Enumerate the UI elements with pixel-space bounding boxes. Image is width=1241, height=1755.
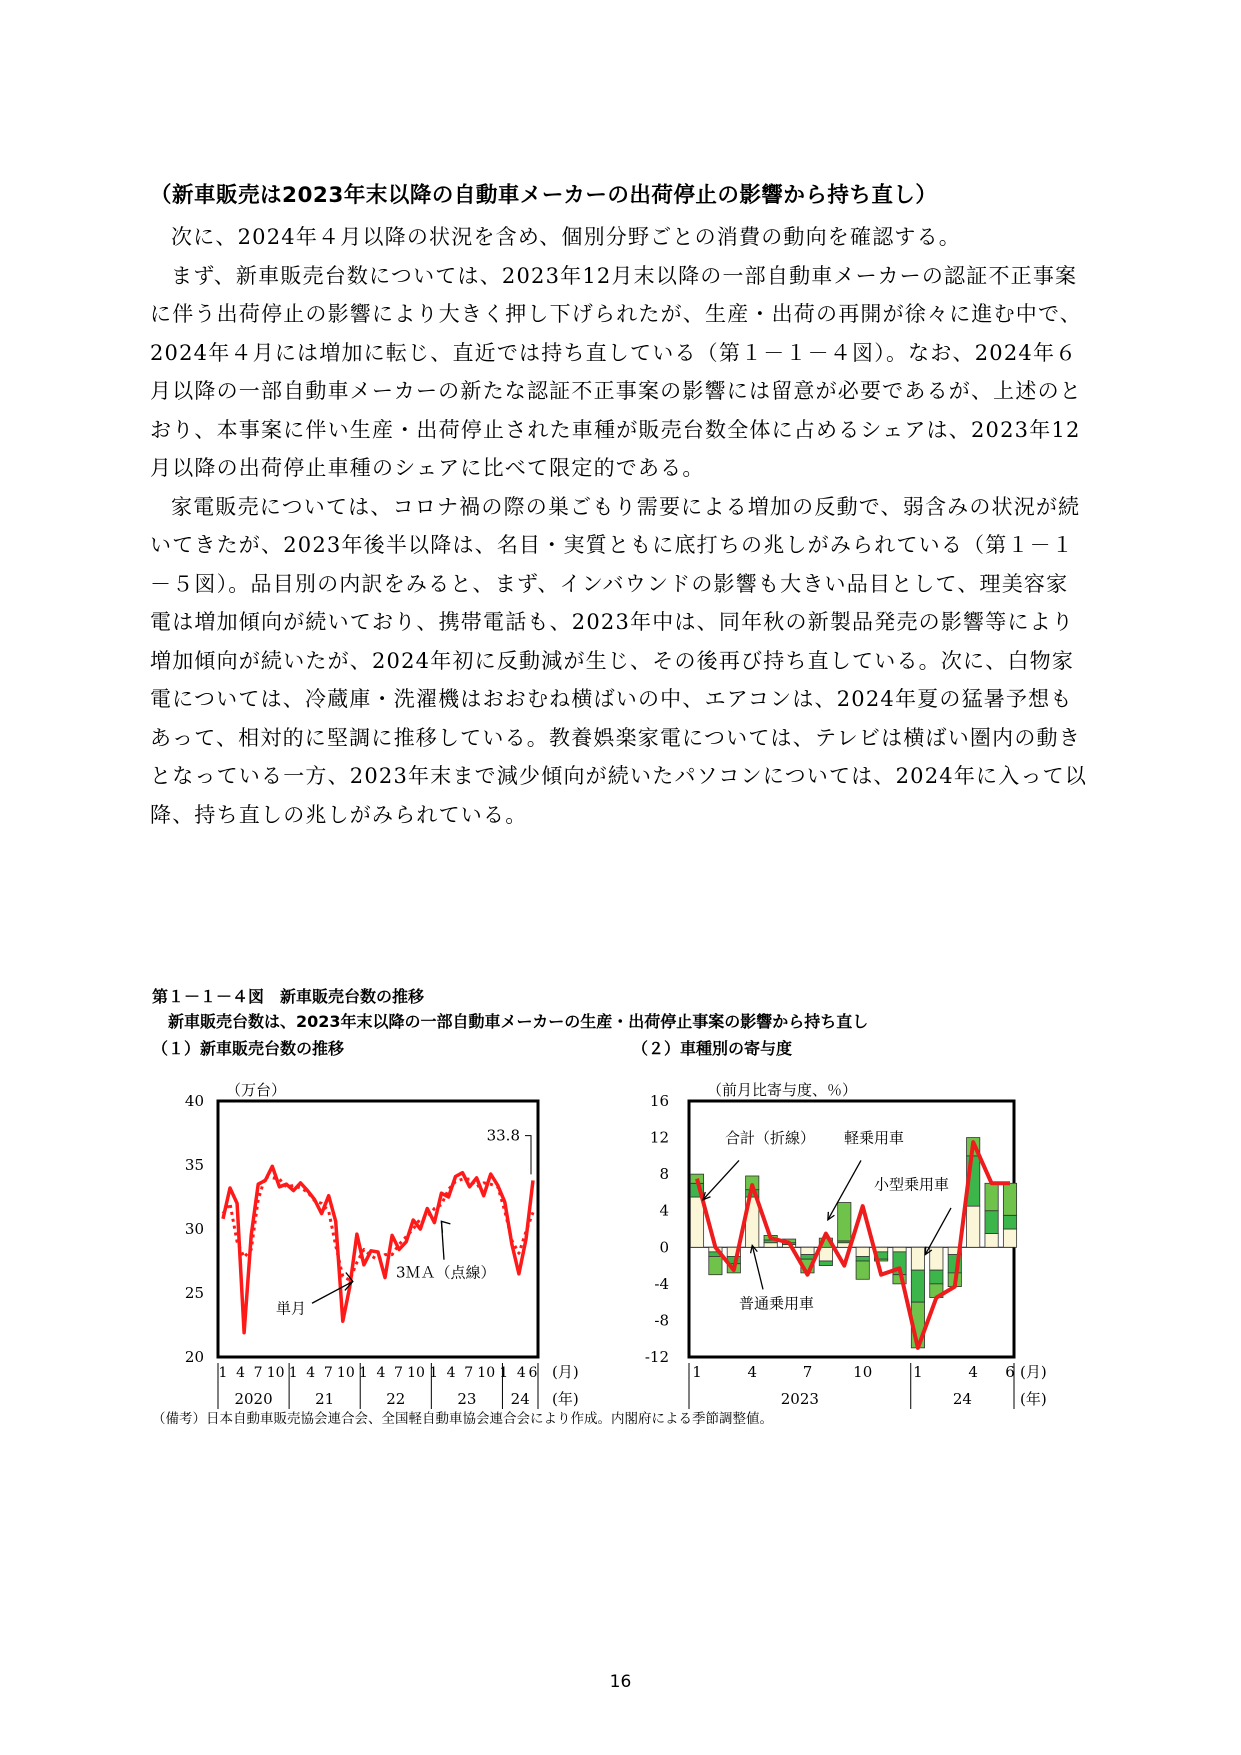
bar-segment [856, 1247, 869, 1256]
bar-segment [967, 1206, 980, 1247]
x-tick-label: 4 [306, 1365, 316, 1381]
x-tick-label: 1 [218, 1365, 228, 1381]
x-tick-label: 7 [253, 1365, 263, 1381]
annotation-monthly: 単月 [276, 1299, 307, 1318]
bar-segment [709, 1256, 722, 1274]
x-year-label: 2020 [234, 1390, 273, 1408]
y-tick-label: 4 [659, 1201, 669, 1220]
label-small: 小型乗用車 [874, 1175, 950, 1194]
series-line-monthly [223, 1166, 533, 1332]
x-year-unit: (年) [1020, 1390, 1047, 1408]
x-year-label: 22 [386, 1390, 406, 1408]
figure-note: （備考）日本自動車販売協会連合会、全国軽自動車協会連合会により作成。内閣府による季節調整値。 [152, 1411, 773, 1427]
x-month-unit: (月) [1020, 1363, 1047, 1381]
bar-segment [1003, 1215, 1016, 1229]
annotation-3ma: 3ＭＡ（点線） [396, 1263, 496, 1282]
x-tick-label: 10 [407, 1365, 425, 1381]
x-tick-label: 4 [446, 1365, 456, 1381]
y-tick-label: 16 [649, 1092, 669, 1110]
x-tick-label: 4 [376, 1365, 386, 1381]
x-tick-label: 10 [477, 1365, 496, 1381]
x-tick-label: 10 [266, 1365, 285, 1381]
x-tick-label: 1 [288, 1365, 298, 1381]
y-tick-label: 20 [184, 1348, 204, 1366]
bar-segment [985, 1183, 998, 1210]
bar-segment [856, 1261, 869, 1279]
y-tick-label: 40 [184, 1092, 204, 1110]
unit-label: （前月比寄与度、％） [707, 1081, 858, 1099]
bar-segment [911, 1270, 924, 1302]
bar-segment [911, 1247, 924, 1270]
label-kei: 軽乗用車 [844, 1129, 905, 1148]
y-tick-label: 30 [184, 1220, 204, 1238]
bar-segment [1003, 1229, 1016, 1247]
x-tick-label: 6 [1005, 1363, 1015, 1381]
x-tick-label: 4 [968, 1363, 978, 1381]
y-tick-label: 25 [184, 1284, 204, 1302]
x-month-unit: (月) [552, 1363, 579, 1381]
page-number: 16 [609, 1672, 632, 1692]
bar-segment [690, 1197, 703, 1247]
y-tick-label: -8 [654, 1311, 669, 1330]
x-tick-label: 7 [323, 1365, 333, 1381]
figure-title: 第１－１－４図 新車販売台数の推移 [152, 987, 425, 1006]
last-value-label: 33.8 [486, 1126, 520, 1145]
x-tick-label: 1 [429, 1365, 439, 1381]
bar-segment [930, 1270, 943, 1284]
x-tick-label: 7 [394, 1365, 403, 1381]
y-tick-label: 12 [649, 1128, 669, 1147]
x-year-label: 24 [510, 1390, 530, 1408]
x-year-label: 2023 [780, 1390, 819, 1408]
x-tick-label: 4 [236, 1365, 246, 1381]
paragraph: 家電販売については、コロナ禍の際の巣ごもり需要による増加の反動で、弱含みの状況が続いてきたが、2023年後半以降は、名目・実質ともに底打ちの兆しがみられている（第１－１－５図）。品目別の内訳をみると、まず、インバウンドの影響も大きい品目として、理美容家電は増加傾向が続いており、携帯電話も、2023年中は、同年秋の新製品発売の影響等により増加傾向が続いたが、2024年初に反動減が生じ、その後再び持ち直している。次に、白物家電については、冷蔵庫・洗濯機はおおむね横ばいの中、エアコンは、2024年夏の猛暑予想もあって、相対的に堅調に推移している。教養娯楽家電については、テレビは横ばい圏内の動きとなっている一方、2023年末まで減少傾向が続いたパソコンについては、2024年に入って以降、持ち直しの兆しがみられている。 [150, 494, 1088, 827]
bar-segment [838, 1202, 851, 1240]
x-tick-label: 4 [516, 1365, 526, 1381]
x-tick-label: 1 [358, 1365, 368, 1381]
y-tick-label: 35 [184, 1156, 204, 1174]
x-tick-label: 1 [692, 1363, 702, 1381]
x-tick-label: 1 [499, 1365, 509, 1381]
chart-contribution-by-type [645, 1081, 1047, 1409]
x-year-label: 23 [457, 1390, 477, 1408]
x-tick-label: 4 [747, 1363, 758, 1381]
x-tick-label: 10 [336, 1365, 355, 1381]
bar-segment [985, 1234, 998, 1248]
x-tick-label: 1 [913, 1363, 923, 1381]
section-heading: （新車販売は2023年末以降の自動車メーカーの出荷停止の影響から持ち直し） [150, 183, 938, 208]
panel1-title: （１）新車販売台数の推移 [152, 1039, 345, 1058]
label-total: 合計（折線） [725, 1129, 816, 1148]
bar-segment [819, 1261, 832, 1266]
last-value-leader [525, 1136, 531, 1175]
annotation-arrow [752, 1245, 763, 1289]
bar-segment [764, 1243, 777, 1248]
bar-segment [801, 1255, 814, 1260]
unit-label: （万台） [226, 1081, 287, 1099]
x-year-label: 24 [952, 1390, 972, 1408]
x-tick-label: 10 [853, 1363, 873, 1381]
chart-new-car-sales [185, 1081, 579, 1409]
bar-segment [856, 1256, 869, 1261]
x-tick-label: 6 [528, 1365, 538, 1381]
bar-segment [801, 1247, 814, 1254]
bar-segment [819, 1247, 832, 1261]
y-tick-label: -12 [644, 1348, 669, 1366]
paragraph: まず、新車販売台数については、2023年12月末以降の一部自動車メーカーの認証不正事案に伴う出荷停止の影響により大きく押し下げられたが、生産・出荷の再開が徐々に進む中で、2024年４月には増加に転じ、直近では持ち直している（第１－１－４図）。なお、2024年６月以降の一部自動車メーカーの新たな認証不正事案の影響には留意が必要であるが、上述のとおり、本事案に伴い生産・出荷停止された車種が販売台数全体に占めるシェアは、2023年12月以降の出荷停止車種のシェアに比べて限定的である。 [150, 263, 1082, 480]
paragraph: 次に、2024年４月以降の状況を含め、個別分野ごとの消費の動向を確認する。 [171, 225, 962, 249]
x-year-label: 21 [315, 1390, 335, 1408]
label-normal: 普通乗用車 [739, 1294, 815, 1313]
y-tick-label: 8 [659, 1165, 669, 1184]
x-tick-label: 7 [802, 1363, 813, 1381]
bar-segment [985, 1211, 998, 1234]
y-tick-label: -4 [654, 1274, 669, 1293]
x-tick-label: 7 [464, 1365, 474, 1381]
bar-segment [1003, 1183, 1016, 1215]
panel2-title: （２）車種別の寄与度 [632, 1039, 793, 1058]
annotation-arrowhead [441, 1221, 450, 1233]
bar-segment [893, 1247, 906, 1252]
annotation-arrow [703, 1160, 739, 1199]
figure-subtitle: 新車販売台数は、2023年末以降の一部自動車メーカーの生産・出荷停止事案の影響から持ち直し [168, 1012, 869, 1031]
x-year-unit: (年) [552, 1390, 579, 1408]
y-tick-label: 0 [659, 1238, 669, 1257]
